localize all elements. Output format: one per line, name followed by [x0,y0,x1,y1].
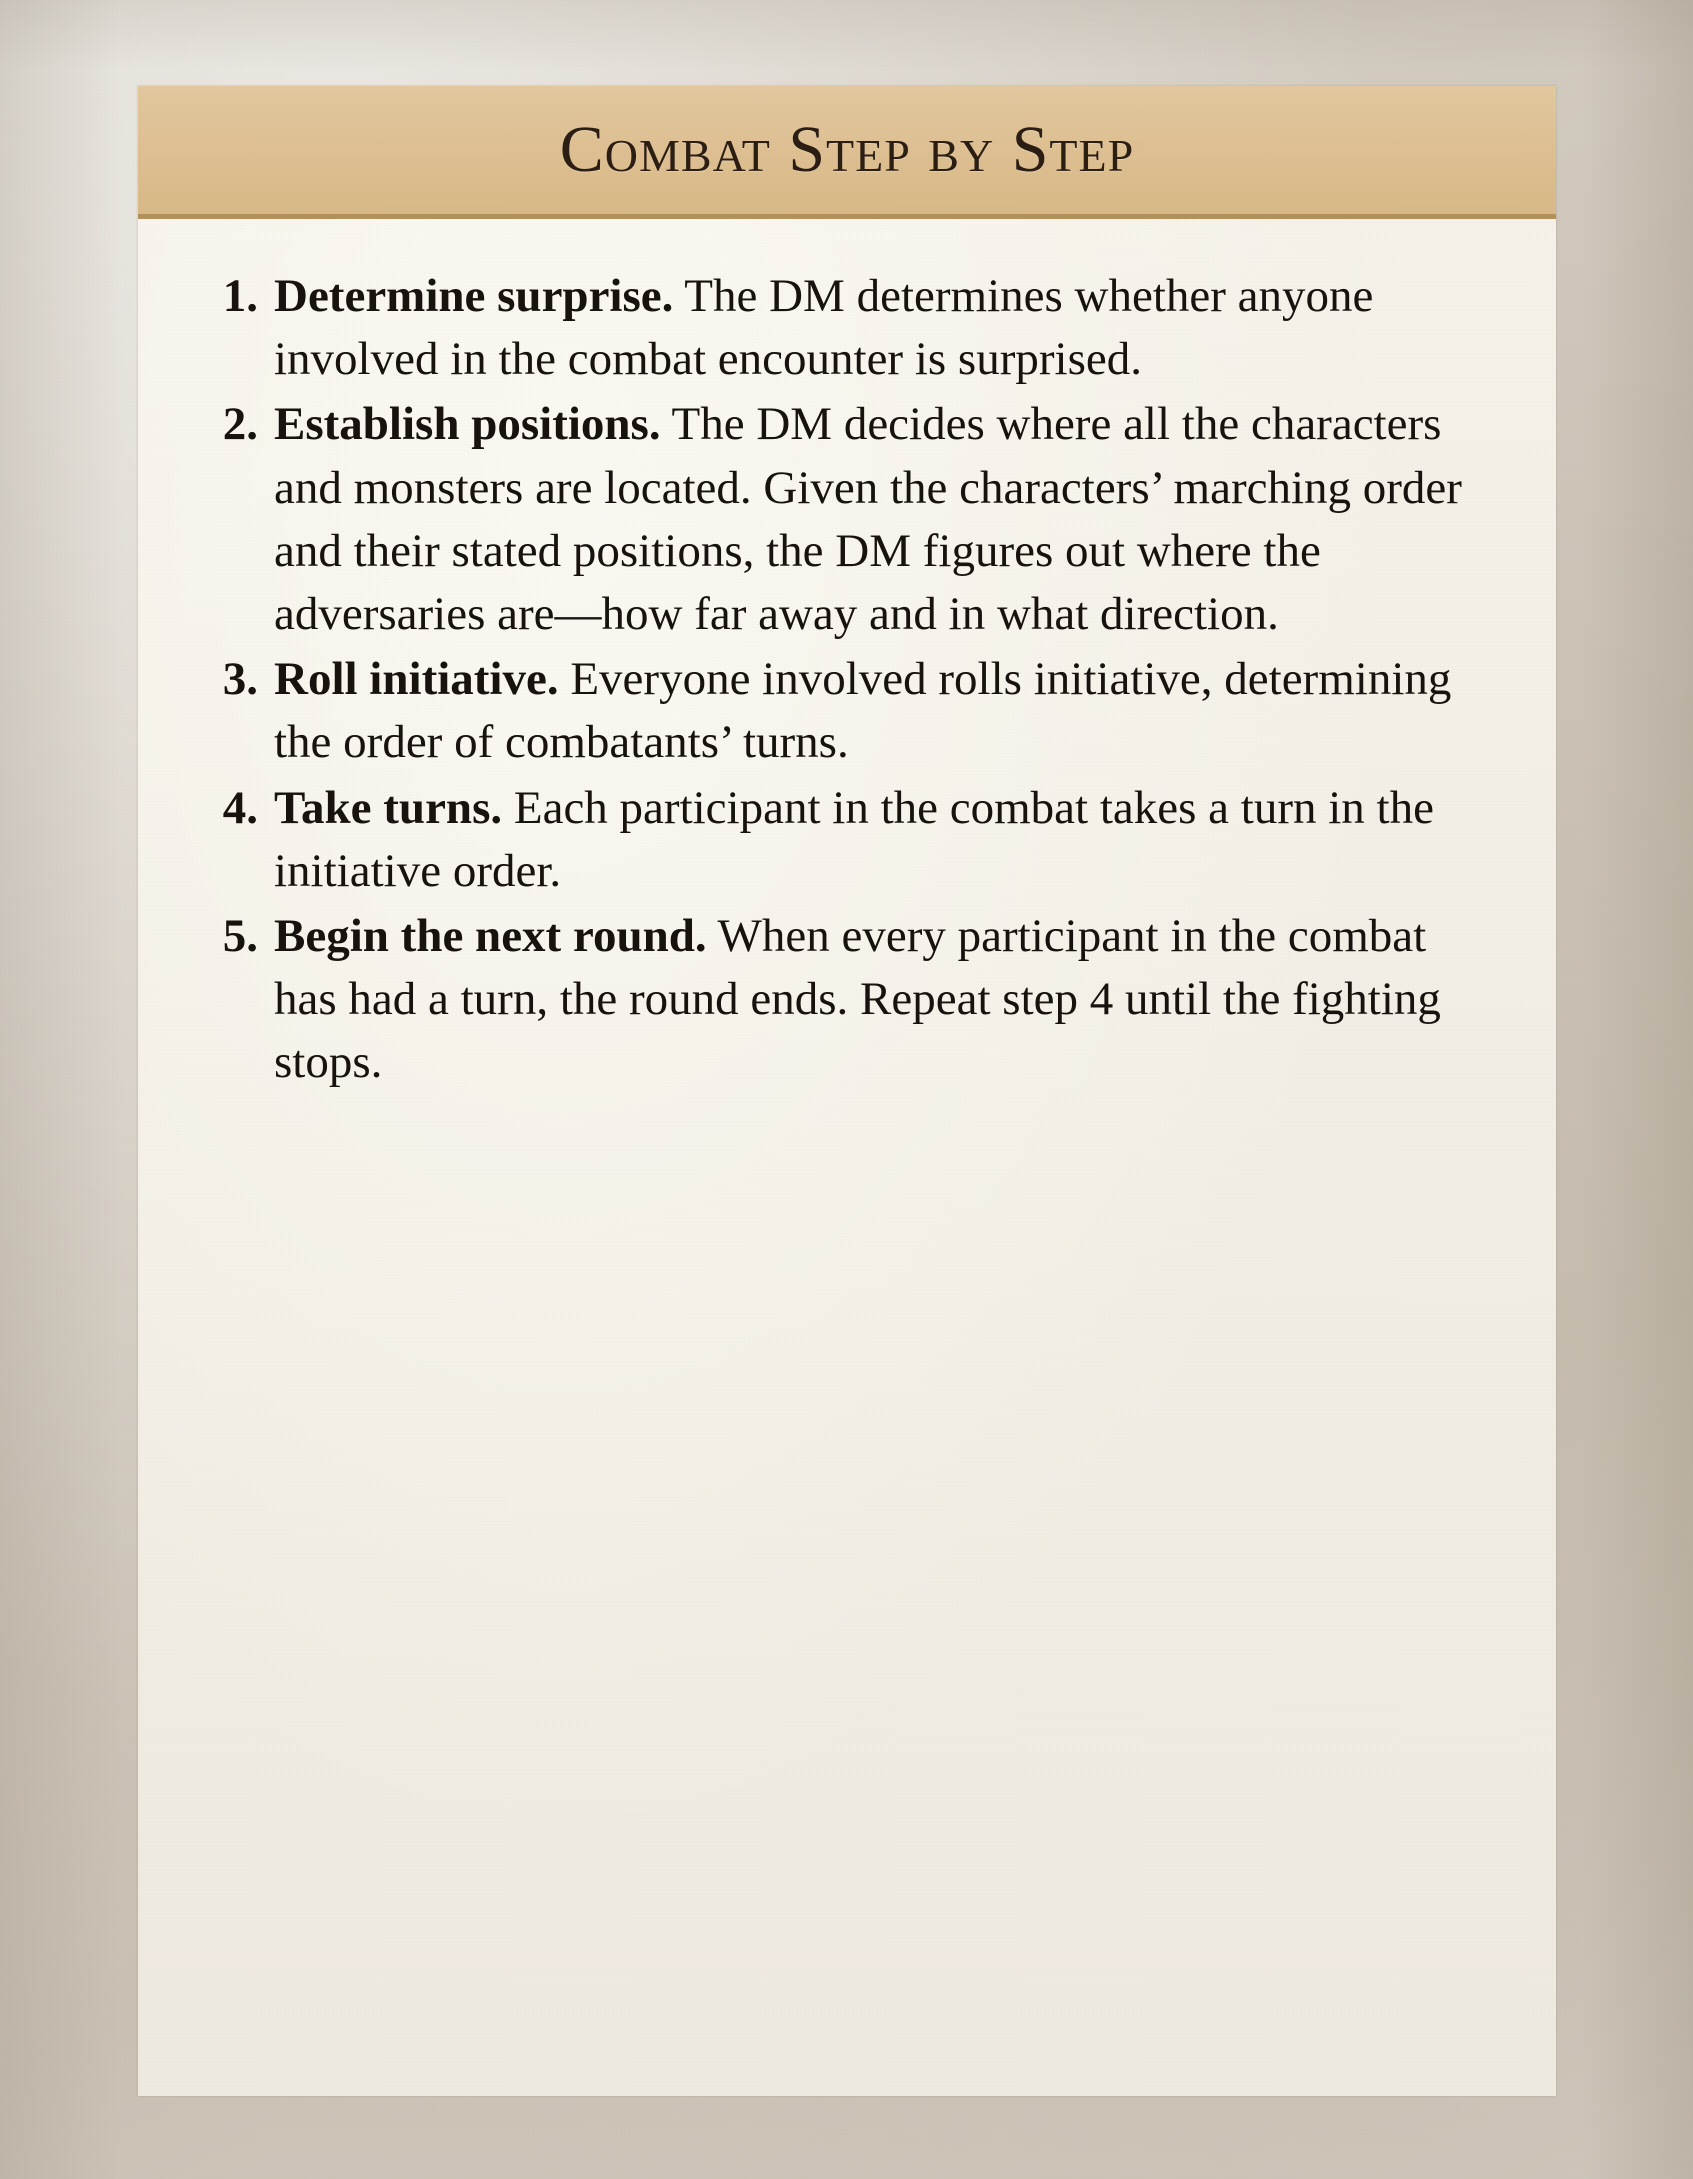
sidebar-header-band [138,86,1556,219]
list-item [184,648,1496,774]
step-text [274,265,1496,391]
list-item [184,393,1496,646]
step-heading: Determine surprise. [274,270,674,322]
page-edge-shadow-right [1583,0,1693,2179]
list-item [184,265,1496,391]
step-number: 5. [222,910,258,963]
step-number: 2. [222,398,258,451]
step-body: Each participant in the combat takes a turn in the initiative order. [274,781,1434,897]
step-body: When every participant in the combat has had a turn, the round ends. Repeat step 4 until the fighting stops. [274,910,1441,1089]
page-edge-shadow-left [0,0,120,2179]
step-number: 1. [222,270,258,322]
page-title: Combat Step by Step [559,113,1135,186]
step-text [274,905,1496,1095]
step-text [274,393,1496,646]
step-text [274,648,1496,774]
step-heading: Roll initiative. [274,653,559,706]
sidebar-content [138,219,1556,1137]
step-body: Everyone involved rolls initiative, determining the order of combatants’ turns. [274,653,1452,769]
step-heading: Take turns. [274,781,503,834]
step-number: 3. [222,653,258,706]
step-heading: Begin the next round. [274,910,707,963]
page-edge-shadow-top [0,0,1693,70]
step-number: 4. [222,781,258,834]
list-item [184,905,1496,1095]
list-item [184,777,1496,903]
steps-list [184,265,1496,1095]
step-body: The DM determines whether anyone involved in the combat encounter is surprised. [274,270,1374,386]
combat-step-by-step-sidebar [138,86,1556,2096]
step-heading: Establish positions. [274,398,661,451]
step-text [274,777,1496,903]
step-body: The DM decides where all the characters and monsters are located. Given the characters’ marching order and their stated positions, the DM figures out where the adversaries are—how far away and in what direction. [274,398,1462,641]
